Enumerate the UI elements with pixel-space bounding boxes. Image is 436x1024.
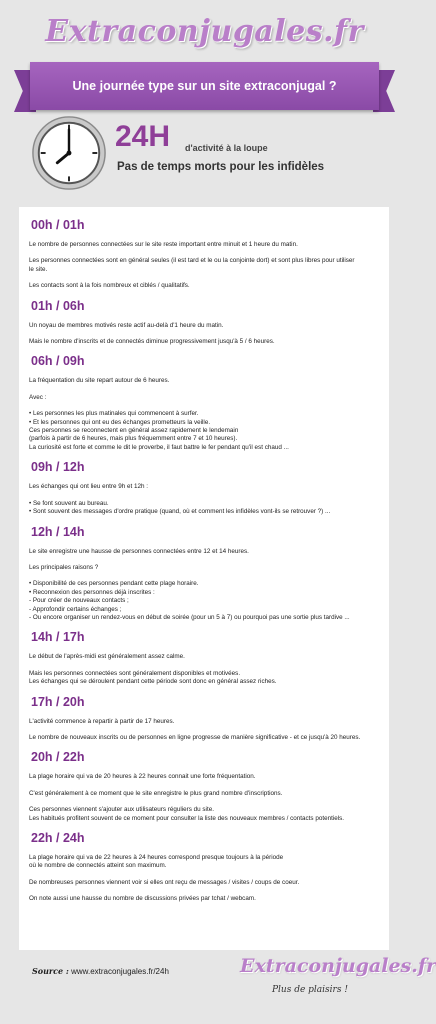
section-paragraph: Avec :	[29, 393, 47, 401]
section-paragraph: La fréquentation du site repart autour de 6 heures.	[29, 377, 170, 385]
section-time-heading: 14h / 17h	[31, 630, 85, 645]
section-paragraph: Le nombre de nouveaux inscrits ou de personnes en ligne progresse de manière significative - et ce jusqu'à 20 heures.	[29, 733, 361, 741]
time-section	[29, 218, 379, 291]
footer-slogan: Plus de plaisirs !	[272, 985, 348, 995]
section-time-heading: 09h / 12h	[31, 460, 85, 475]
section-time-heading: 17h / 20h	[31, 694, 85, 709]
section-paragraph: La plage horaire qui va de 20 heures à 22 heures connait une forte fréquentation.	[29, 773, 256, 781]
section-paragraph: Un noyau de membres motivés reste actif au-delà d'1 heure du matin.	[29, 321, 224, 329]
time-section	[29, 831, 379, 904]
time-section	[29, 750, 379, 823]
section-paragraph: De nombreuses personnes viennent voir si elles ont reçu de messages / visites / coups de coeur.	[29, 878, 300, 886]
section-paragraph: Les contacts sont à la fois nombreux et ciblés / qualitatifs.	[29, 282, 190, 290]
section-time-heading: 12h / 14h	[31, 524, 85, 539]
source-label: Source :	[32, 966, 69, 976]
section-paragraph: Les personnes connectées sont en général seules (il est tard et le ou la conjointe dort) et sont plus libres pour utiliser le site.	[29, 257, 355, 273]
section-paragraph: C'est généralement à ce moment que le site enregistre le plus grand nombre d'inscriptions.	[29, 789, 283, 797]
time-section	[29, 299, 379, 347]
section-paragraph: Le début de l'après-midi est généralement assez calme.	[29, 653, 185, 661]
section-time-heading: 22h / 24h	[31, 831, 85, 845]
time-section	[29, 525, 379, 623]
source-url[interactable]: www.extraconjugales.fr/24h	[71, 967, 169, 976]
section-paragraph: Les échanges qui ont lieu entre 9h et 12h :	[29, 483, 149, 491]
timeline-panel	[19, 207, 389, 950]
time-section	[29, 695, 379, 743]
time-section	[29, 630, 379, 686]
section-paragraph: Ces personnes viennent s'ajouter aux utilisateurs réguliers du site. Les habitués profitent souvent de ce moment pour consulter la liste des nouveaux membres / contacts potentiels.	[29, 806, 345, 822]
time-section	[29, 354, 379, 452]
section-paragraph: • Les personnes les plus matinales qui commencent à surfer. • Et les personnes qui ont eu des échanges prometteurs la veille. Ces personnes se reconnectent en général assez rapidement le lendemain (parfois à partir de 6 heures, mais plus fréquemment entre 7 et 10 heures). La curiosité est forte et comme le dit le proverbe, il faut battre le fer pendant qu'il est chaud ...	[29, 410, 289, 451]
clock-icon	[30, 114, 108, 192]
section-paragraph: Mais les personnes connectées sont généralement disponibles et motivées. Les échanges qui se déroulent pendant cette période sont donc en général assez riches.	[29, 669, 277, 686]
section-paragraph: Le site enregistre une hausse de personnes connectées entre 12 et 14 heures.	[29, 547, 249, 555]
hero-tagline: Pas de temps morts pour les infidèles	[117, 161, 325, 173]
section-time-heading: 00h / 01h	[31, 218, 85, 232]
section-paragraph: • Disponibilité de ces personnes pendant cette plage horaire. • Reconnexion des personnes déjà inscrites : - Pour créer de nouveaux contacts ; - Approfondir certains échanges ; - Ou encore organiser un rendez-vous en début de soirée (pour un 5 à 7) ou pourquoi pas une sortie plus tardive ...	[29, 580, 350, 621]
banner-title: Une journée type sur un site extraconjugal ?	[72, 79, 337, 93]
time-section	[29, 460, 379, 516]
section-paragraph: Les principales raisons ?	[29, 563, 99, 571]
site-logo: Extraconjugales.fr	[45, 14, 364, 49]
source-line	[32, 966, 169, 976]
section-paragraph: Mais le nombre d'inscrits et de connectés diminue progressivement jusqu'à 5 / 6 heures.	[29, 338, 275, 346]
section-paragraph: L'activité commence à repartir à partir de 17 heures.	[29, 717, 175, 725]
footer-logo: Extraconjugales.fr	[240, 955, 436, 977]
hero-24h: 24H	[115, 120, 171, 153]
section-paragraph: Le nombre de personnes connectées sur le site reste important entre minuit et 1 heure du matin.	[29, 241, 298, 248]
section-time-heading: 20h / 22h	[31, 750, 85, 765]
title-banner	[30, 62, 379, 110]
hero-subtitle: d'activité à la loupe	[185, 143, 268, 153]
section-paragraph: • Se font souvent au bureau. • Sont souvent des messages d'ordre pratique (quand, où et comment les infidèles vont-ils se retrouver ?) ...	[29, 499, 331, 516]
section-time-heading: 01h / 06h	[31, 298, 85, 313]
section-paragraph: On note aussi une hausse du nombre de discussions privées par tchat / webcam.	[29, 895, 256, 903]
section-paragraph: La plage horaire qui va de 22 heures à 24 heures correspond presque toujours à la période où le nombre de connectés atteint son maximum.	[29, 854, 284, 870]
section-time-heading: 06h / 09h	[31, 354, 85, 369]
